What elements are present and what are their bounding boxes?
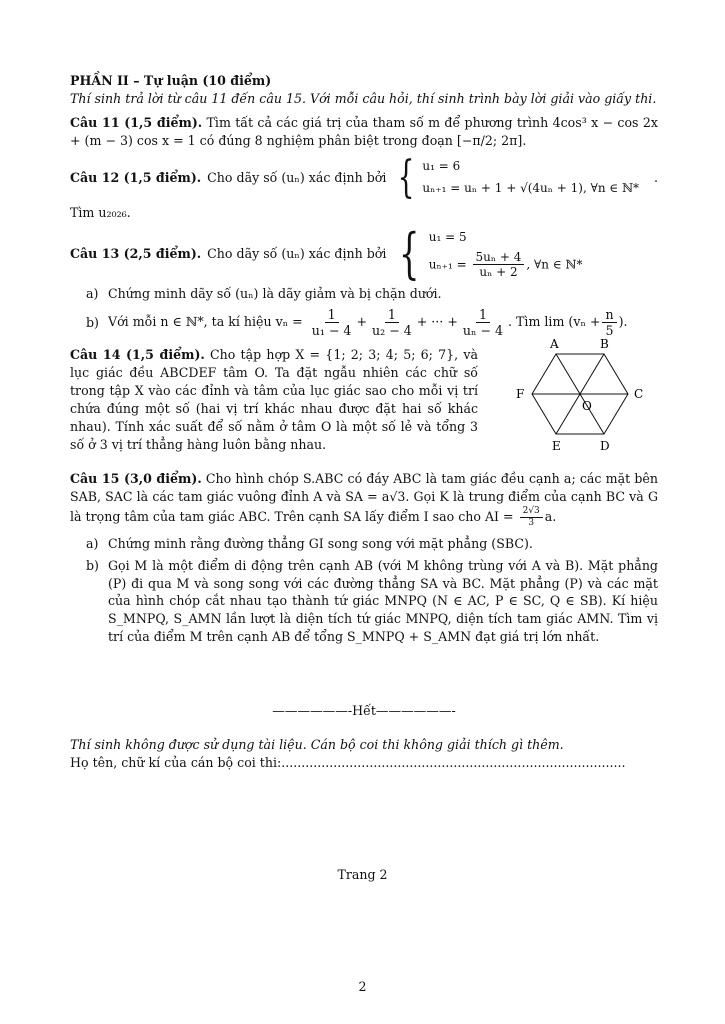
fraction-denominator: u₁ − 4: [311, 323, 352, 339]
question-12: [70, 151, 658, 203]
question-15: [70, 470, 658, 528]
question-15-parts: [86, 535, 658, 646]
fraction-2: [369, 307, 415, 338]
question-14-text: Cho tập hợp X = {1; 2; 3; 4; 5; 6; 7}, và lục giác đều ABCDEF tâm O. Ta đặt ngẫu nhiên các chữ số trong tập X vào các đỉnh và tâm của lục giác sao cho mỗi vị trí chứa đúng một số (hai vị trí khác nhau được đặt hai số khác nhau). Tính xác suất để số nằm ở tâm O là một số lẻ và tổng 3 số ở 3 vị trí thẳng hàng luôn bằng nhau.: [70, 347, 478, 452]
fraction-numerator: 5uₙ + 4: [473, 250, 525, 265]
fraction-denominator: 3: [528, 518, 535, 529]
question-13-part-a: [86, 285, 658, 303]
fraction-numerator: 2√3: [520, 506, 543, 518]
fraction-1: [309, 307, 355, 338]
footer-note: Thí sinh không được sử dụng tài liệu. Cán bộ coi thi không giải thích gì thêm.: [70, 736, 564, 752]
question-12-system: [392, 151, 640, 203]
question-14-body: [70, 346, 478, 453]
question-11-text: Tìm tất cả các giá trị của tham số m để phương trình 4cos³ x − cos 2x + (m − 3) cos x = 1 có đúng 8 nghiệm phân biệt trong đoạn [−π/2; 2π].: [70, 114, 658, 148]
vertex-f-label: F: [516, 387, 525, 402]
fraction-numerator: 1: [325, 307, 339, 323]
part-label: b): [86, 314, 99, 330]
question-12-line-2: uₙ₊₁ = uₙ + 1 + √(4uₙ + 1), ∀n ∈ ℕ*: [422, 180, 640, 195]
question-12-label: Câu 12 (1,5 điểm).: [70, 169, 202, 185]
page-number: 2: [358, 979, 367, 994]
fraction-denominator: u₂ − 4: [372, 323, 412, 339]
fraction-numerator: 1: [476, 307, 490, 323]
vertex-a-label: A: [550, 337, 559, 352]
question-11: [70, 114, 658, 150]
page-content: [70, 72, 658, 772]
part-label: a): [86, 535, 99, 551]
brace-icon: {: [399, 222, 420, 286]
part-text: Với mỗi n ∈ ℕ*, ta kí hiệu vₙ = $\frac{1}{\text{u₁ − 4}}$ + $\frac{1}{\text{u₂ − 4}}$ + ··· + $\frac{1}{\text{uₙ − 4}}$ . Tìm lim (vₙ + $\frac{n}{5}$ ).: [108, 307, 628, 339]
question-13-part-b: [86, 307, 658, 338]
question-15-part-b: [86, 557, 658, 646]
footer: [70, 736, 658, 772]
end-mark: ——————-Hết——————-: [272, 703, 456, 719]
question-13-line-1: u₁ = 5: [428, 229, 467, 244]
section-title: PHẦN II – Tự luận (10 điểm): [70, 73, 272, 88]
question-12-line-1: u₁ = 6: [422, 159, 461, 174]
question-11-label: Câu 11 (1,5 điểm).: [70, 114, 203, 130]
question-13-line-2: [429, 250, 583, 280]
fraction-3: [460, 307, 506, 338]
vertex-e-label: E: [552, 439, 561, 454]
question-14: [70, 337, 658, 460]
fraction-denominator: uₙ + 2: [479, 265, 518, 280]
question-13-line-2-lhs: uₙ₊₁ =: [428, 257, 467, 272]
question-15-label: Câu 15 (3,0 điểm).: [70, 471, 202, 487]
hexagon-diagram: [516, 336, 666, 460]
fraction-numerator: 1: [385, 307, 399, 323]
fraction-denominator: uₙ − 4: [462, 323, 504, 339]
lim-left: (vₙ +: [568, 314, 601, 330]
part-b-lim: . Tìm lim: [508, 314, 565, 330]
question-15-fraction: [520, 506, 543, 529]
brace-icon: {: [398, 151, 415, 203]
footer-signature-line: Họ tên, chữ kí của cán bộ coi thi:......................................................................................: [70, 754, 626, 770]
question-13: [70, 222, 658, 286]
question-13-label: Câu 13 (2,5 điểm).: [70, 246, 202, 262]
question-15-text-end: a.: [544, 509, 557, 525]
question-13-fraction: [473, 250, 525, 280]
question-14-label: Câu 14 (1,5 điểm).: [70, 347, 205, 363]
part-text: Gọi M là một điểm di động trên cạnh AB (với M không trùng với A và B). Mặt phẳng (P) đi qua M và song song với các đường thẳng SA và BC. Mặt phẳng (P) và các mặt của hình chóp cắt nhau tạo thành tứ giác MNPQ (N ∈ AC, P ∈ SC, Q ∈ SB). Kí hiệu S_MNPQ, S_AMN lần lượt là diện tích tứ giác MNPQ, diện tích tam giác AMN. Tìm vị trí của điểm M trên cạnh AB để tổng S_MNPQ + S_AMN đạt giá trị lớn nhất.: [108, 557, 658, 645]
part-b-prefix: Với mỗi n ∈ ℕ*, ta kí hiệu vₙ =: [108, 314, 303, 330]
section-instruction: Thí sinh trả lời từ câu 11 đến câu 15. Với mỗi câu hỏi, thí sinh trình bày lời giải vào giấy thi.: [70, 90, 657, 106]
question-15-text: Cho hình chóp S.ABC có đáy ABC là tam giác đều cạnh a; các mặt bên SAB, SAC là các tam giác vuông đỉnh A và SA = a√3. Gọi K là trung điểm của cạnh BC và G là trọng tâm của tam giác ABC. Trên cạnh SA lấy điểm I sao cho AI =: [70, 471, 658, 525]
question-12-intro: Cho dãy số (uₙ) xác định bởi: [207, 169, 387, 185]
question-13-system: [392, 222, 583, 286]
page-label: Trang 2: [337, 867, 388, 882]
fraction-denominator: 5: [605, 323, 614, 339]
question-13-intro: Cho dãy số (uₙ) xác định bởi: [207, 246, 387, 262]
center-o-label: O: [582, 399, 592, 414]
part-text: Chứng minh dãy số (uₙ) là dãy giảm và bị chặn dưới.: [108, 286, 442, 302]
question-12-end: .: [653, 169, 658, 185]
question-13-parts: [86, 285, 658, 338]
vertex-d-label: D: [600, 439, 610, 454]
ellipsis: + ··· +: [416, 314, 458, 330]
lim-right: ).: [618, 314, 628, 330]
vertex-b-label: B: [600, 337, 609, 352]
part-text: Chứng minh rằng đường thẳng GI song song với mặt phẳng (SBC).: [108, 535, 533, 551]
fraction-numerator: n: [602, 307, 616, 323]
part-label: a): [86, 286, 99, 302]
question-12-ask: Tìm u₂₀₂₆.: [70, 204, 131, 220]
question-15-part-a: [86, 535, 658, 553]
part-label: b): [86, 557, 99, 573]
fraction-lim: [602, 307, 616, 338]
question-13-line-2-rhs: , ∀n ∈ ℕ*: [526, 257, 583, 272]
vertex-c-label: C: [634, 387, 644, 402]
